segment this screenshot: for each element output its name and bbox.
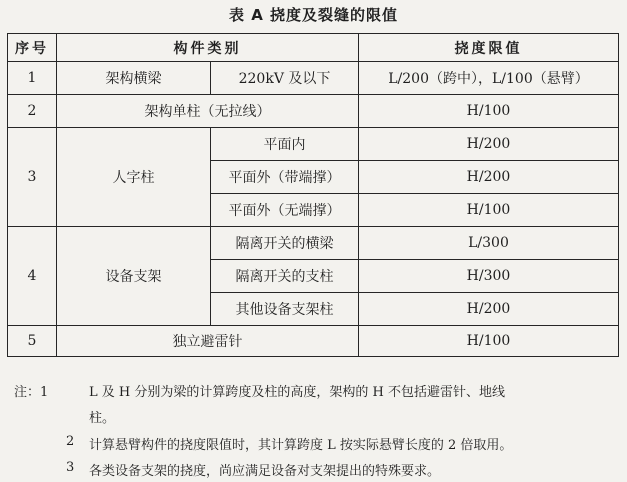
component-subtype: 平面外（无端撑） [211,194,359,227]
component-subtype: 220kV 及以下 [211,62,359,95]
component-subtype: 其他设备支架柱 [211,293,359,326]
limit-value: H/200 [359,128,619,161]
limit-value: L/300 [359,227,619,260]
limit-value: H/100 [359,95,619,128]
table-row [8,95,619,128]
note-1 [14,381,48,400]
table-row [8,227,619,260]
component-subtype: 隔离开关的横梁 [211,227,359,260]
component-name: 架构单柱（无拉线） [57,95,359,128]
deflection-limit-table [7,33,619,357]
limit-value: H/200 [359,161,619,194]
component-name: 架构横梁 [57,62,211,95]
header-seq: 序号 [8,34,57,62]
table-row [8,128,619,161]
note-2-number: 2 [66,434,75,449]
row-number: 4 [8,227,57,326]
limit-value: H/200 [359,293,619,326]
table-row [8,62,619,95]
row-number: 2 [8,95,57,128]
component-subtype: 平面外（带端撑） [211,161,359,194]
row-number: 5 [8,326,57,357]
limit-value: L/200（跨中），L/100（悬臂） [359,62,619,95]
header-component: 构件类别 [57,34,359,62]
note-2-text: 计算悬臂构件的挠度限值时，其计算跨度 L 按实际悬臂长度的 2 倍取用。 [89,438,513,453]
component-subtype: 隔离开关的支柱 [211,260,359,293]
note-1-continuation: 柱。 [89,411,116,426]
header-limit: 挠度限值 [359,34,619,62]
limit-value: H/300 [359,260,619,293]
note-3-text: 各类设备支架的挠度，尚应满足设备对支架提出的特殊要求。 [89,464,441,479]
component-name: 人字柱 [57,128,211,227]
component-name: 设备支架 [57,227,211,326]
table-title: 表 A 挠度及裂缝的限值 [228,6,399,24]
table-row [8,326,619,357]
row-number: 3 [8,128,57,227]
component-name: 独立避雷针 [57,326,359,357]
row-number: 1 [8,62,57,95]
limit-value: H/100 [359,194,619,227]
note-prefix: 注：1 [14,385,49,400]
component-subtype: 平面内 [211,128,359,161]
table-header-row [8,34,619,62]
note-1-text: L 及 H 分别为梁的计算跨度及柱的高度，架构的 H 不包括避雷针、地线 [89,385,505,400]
limit-value: H/100 [359,326,619,357]
note-3-number: 3 [66,460,75,475]
